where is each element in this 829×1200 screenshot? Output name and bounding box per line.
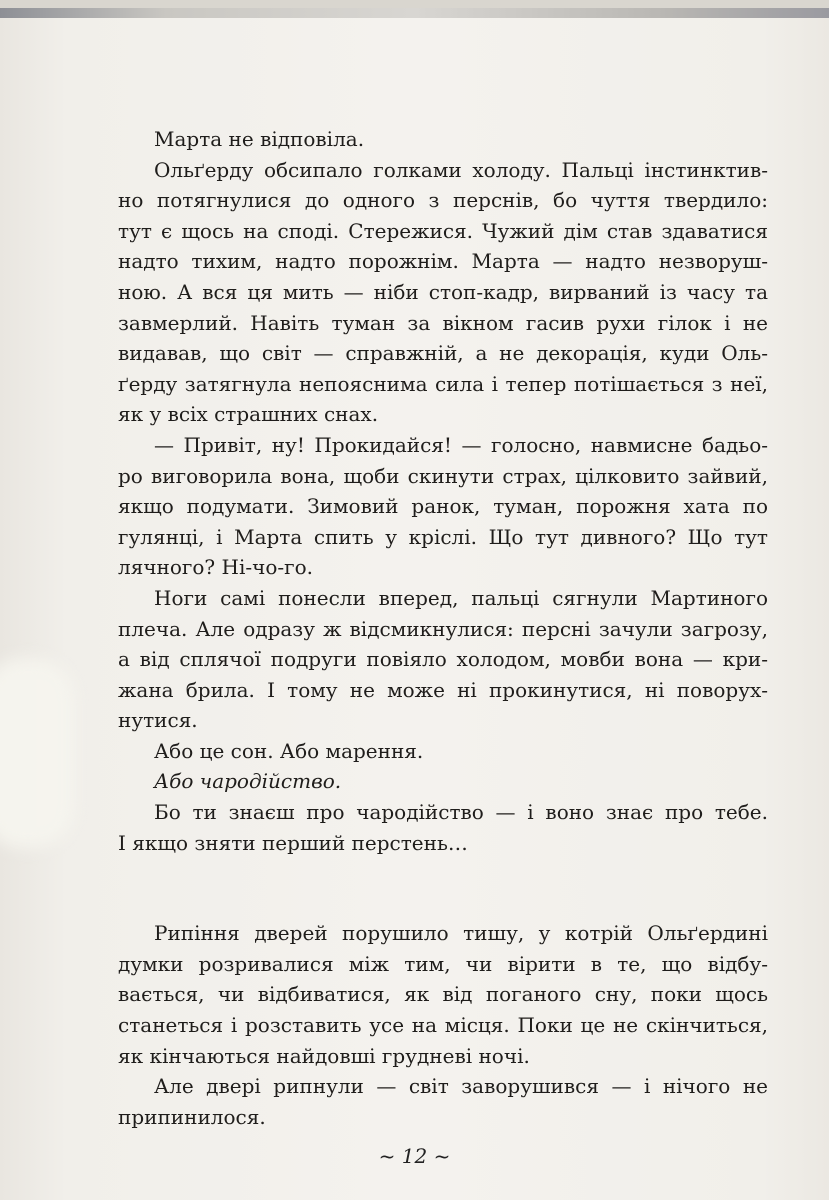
text-line: надто тихим, надто порожнім. Марта — надто незворуш- (118, 249, 768, 274)
section-break-space (118, 858, 768, 918)
text-line: гулянці, і Марта спить у кріслі. Що тут дивного? Що тут (118, 524, 768, 549)
page-number: ~ 12 ~ (378, 1144, 451, 1168)
paragraph-5 (118, 736, 768, 767)
text-line: Марта не відповіла. (154, 127, 365, 151)
text-line: лячного? Ні-чо-го. (118, 555, 314, 580)
text-line-italic-emphasis: Або чародійство. (154, 769, 342, 794)
paragraph-9 (118, 1071, 768, 1132)
text-line: — Привіт, ну! Прокидайся! — голосно, навмисне бадьо- (154, 432, 768, 457)
text-line: станеться і розставить усе на місця. Поки це не скінчиться, (118, 1013, 768, 1038)
text-line: но потягнулися до одного з перснів, бо чуття твердило: (118, 188, 768, 213)
paragraph-1 (118, 124, 768, 155)
text-line: жана брила. І тому не може ні прокинутися, ні поворух- (118, 677, 768, 702)
text-line: нутися. (118, 708, 198, 733)
text-line: Але двері рипнули — світ заворушився — і нічого не (154, 1074, 768, 1099)
text-line: ґерду затягнула непояснима сила і тепер потішається з неї, (118, 371, 768, 396)
text-line: Ольґерду обсипало голками холоду. Пальці інстинктив- (154, 157, 768, 182)
text-line: якщо подумати. Зимовий ранок, туман, порожня хата по (118, 494, 768, 519)
paragraph-8 (118, 918, 768, 1071)
text-line: а від сплячої подруги повіяло холодом, мовби вона — кри- (118, 647, 768, 672)
text-line: ною. А вся ця мить — ніби стоп-кадр, вирваний із часу та (118, 279, 768, 304)
text-line: Або це сон. Або марення. (154, 738, 424, 763)
text-line: І якщо зняти перший перстень… (118, 830, 468, 855)
text-line: вається, чи відбиватися, як від поганого сну, поки щось (118, 982, 768, 1007)
text-line: завмерлий. Навіть туман за вікном гасив рухи гілок і не (118, 310, 768, 335)
text-line: як кінчаються найдовші грудневі ночі. (118, 1043, 530, 1068)
text-line: Рипіння дверей порушило тишу, у котрій Ольґердині (154, 921, 768, 946)
text-line: видавав, що світ — справжній, а не декорація, куди Оль- (118, 341, 768, 366)
text-line: ро виговорила вона, щоби скинути страх, цілковито зайвий, (118, 463, 768, 488)
text-line: плеча. Але одразу ж відсмикнулися: персні зачули загрозу, (118, 616, 768, 641)
paragraph-4 (118, 583, 768, 736)
paragraph-2 (118, 155, 768, 430)
book-page (0, 8, 829, 1200)
paragraph-6 (118, 766, 768, 797)
paragraph-3 (118, 430, 768, 583)
page-text (118, 124, 768, 1132)
text-line: думки розривалися між тим, чи вірити в те, що відбу- (118, 951, 768, 976)
text-line: припинилося. (118, 1104, 266, 1129)
text-line: Ноги самі понесли вперед, пальці сягнули Мартиного (154, 585, 768, 610)
top-page-edge (0, 8, 829, 18)
text-line: як у всіх страшних снах. (118, 402, 379, 427)
paragraph-7 (118, 797, 768, 858)
page-smudge (0, 658, 74, 848)
text-line: Бо ти знаєш про чародійство — і воно знає про тебе. (154, 800, 768, 825)
text-line: тут є щось на споді. Стережися. Чужий дім став здаватися (118, 218, 768, 243)
